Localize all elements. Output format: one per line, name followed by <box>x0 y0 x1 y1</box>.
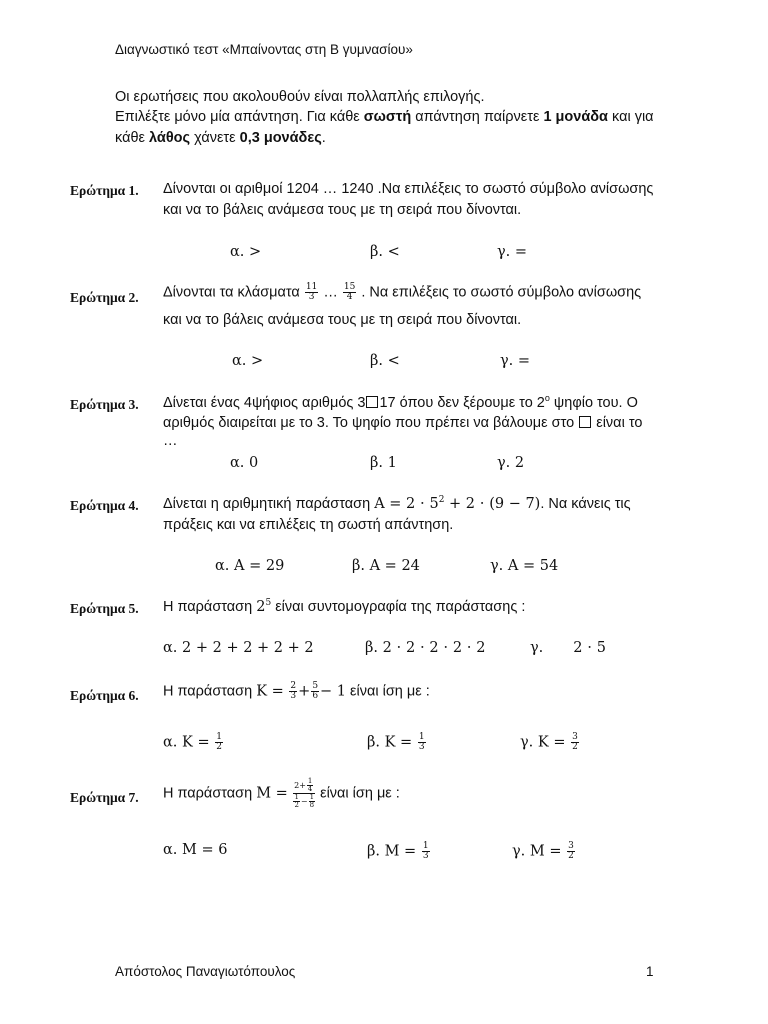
fraction-1-8 <box>309 794 315 809</box>
question-3-text: Δίνεται ένας 4ψήφιος αριθμός 3 <box>163 395 366 411</box>
fraction-denominator: 4 <box>307 785 313 793</box>
option-text: β. Κ = <box>367 734 417 751</box>
exponent: 2 <box>438 495 445 505</box>
fraction-denominator: 4 <box>346 292 353 302</box>
option-expression: 2 ⋅ 5 <box>573 640 606 656</box>
question-2-text: . Να επιλέξεις το σωστό σύμβολο ανίσωσης <box>357 284 642 301</box>
question-3-text: αριθμός διαιρείται με το 3. Το ψηφίο που πρέπει να βάλουμε στο <box>163 415 579 431</box>
fraction-numerator: 1 <box>294 793 299 801</box>
power-expression <box>256 599 271 615</box>
option-text: α. Κ = <box>163 734 215 751</box>
fraction-denominator: 3 <box>308 292 315 302</box>
plus-sign: + <box>298 683 311 700</box>
fraction-denominator: 2 <box>572 742 578 752</box>
intro-text: χάνετε <box>190 130 240 146</box>
question-4-text-line-2: πράξεις και να επιλέξεις τη σωστή απάντηση. <box>163 517 454 533</box>
fraction-1-2 <box>293 794 299 809</box>
expression-k: Κ = <box>256 683 289 700</box>
question-4-text: . Να κάνεις τις <box>540 496 631 512</box>
intro-bold-wrong: λάθος <box>149 130 191 146</box>
power-base: 2 <box>256 599 266 615</box>
complex-fraction <box>292 778 316 809</box>
fraction-denominator: 3 <box>418 742 425 752</box>
fraction-1-2 <box>215 733 223 752</box>
fraction-3-2 <box>571 733 579 752</box>
fraction-2-3 <box>289 682 297 701</box>
question-7-label: Ερώτημα 7. <box>70 790 139 805</box>
question-6-option-a[interactable] <box>163 733 224 752</box>
intro-line-1: Οι ερωτήσεις που ακολουθούν είναι πολλαπλής επιλογής. <box>115 89 485 105</box>
fraction-1-3 <box>418 733 426 752</box>
fraction-numerator: 3 <box>568 841 574 851</box>
question-3-text-line-3: … <box>163 433 178 449</box>
question-4-option-b[interactable]: β. Α = 24 <box>352 558 420 574</box>
question-4-option-c[interactable]: γ. Α = 54 <box>490 558 559 574</box>
intro-text: και για <box>607 109 654 125</box>
intro-bold-correct: σωστή <box>363 109 412 125</box>
complex-numerator <box>293 778 315 794</box>
fraction-5-6 <box>311 682 319 701</box>
question-6-label: Ερώτημα 6. <box>70 688 139 703</box>
question-2-label: Ερώτημα 2. <box>70 290 139 305</box>
minus-sign: − <box>300 796 308 806</box>
fraction-denominator: 3 <box>422 851 429 861</box>
question-6-text-part: Η παράσταση <box>163 683 257 700</box>
question-3-text: ψηφίο του. Ο <box>549 395 638 411</box>
question-3-option-a[interactable]: α. 0 <box>230 455 259 471</box>
question-4-label: Ερώτημα 4. <box>70 498 139 513</box>
question-7-text-part: είναι ίση με : <box>316 785 400 802</box>
ordinal-superscript: ο <box>544 393 550 403</box>
question-5-label: Ερώτημα 5. <box>70 601 139 616</box>
document-header: Διαγνωστικό τεστ «Μπαίνοντας στη Β γυμνασίου» <box>115 42 413 57</box>
fraction-1-3 <box>422 842 430 861</box>
minus-one: − 1 <box>320 683 347 700</box>
question-5-option-b[interactable]: β. 2 ⋅ 2 ⋅ 2 ⋅ 2 ⋅ 2 <box>365 640 486 656</box>
empty-digit-box <box>366 396 378 408</box>
intro-bold-point: 1 μονάδα <box>543 109 608 125</box>
option-label: γ. <box>530 640 544 656</box>
fraction-denominator: 2 <box>568 851 574 861</box>
question-1-option-c[interactable]: γ. = <box>497 244 528 260</box>
question-5-text-part: Η παράσταση <box>163 599 257 615</box>
question-2-text-line-1 <box>163 283 641 302</box>
fraction-numerator: 1 <box>422 841 429 851</box>
question-7-text-part: Η παράσταση <box>163 785 257 802</box>
question-7-option-c[interactable] <box>512 842 576 861</box>
question-4-option-a[interactable]: α. Α = 29 <box>215 558 285 574</box>
question-5-option-a[interactable]: α. 2 + 2 + 2 + 2 + 2 <box>163 640 314 656</box>
question-1-label: Ερώτημα 1. <box>70 183 139 198</box>
question-1-text-line-2: και να το βάλεις ανάμεσα τους με τη σειρά που δίνονται. <box>163 202 522 218</box>
question-3-option-c[interactable]: γ. 2 <box>497 455 525 471</box>
fraction-numerator: 1 <box>418 732 425 742</box>
fraction-numerator: 2 <box>290 681 297 691</box>
question-2-option-b[interactable]: β. < <box>370 353 400 369</box>
power-exponent: 5 <box>265 598 272 608</box>
question-7-text <box>163 778 400 809</box>
question-3-text-line-1 <box>163 395 638 411</box>
intro-text: Επιλέξτε μόνο μία απάντηση. Για κάθε <box>115 109 364 125</box>
question-6-option-b[interactable] <box>367 733 427 752</box>
expression-a <box>374 496 540 512</box>
intro-text: κάθε <box>115 130 150 146</box>
question-7-option-b[interactable] <box>367 842 431 861</box>
fraction-numerator: 3 <box>572 732 578 742</box>
numerator-text: 2+ <box>294 780 306 790</box>
fraction-denominator: 8 <box>309 801 315 809</box>
option-text: γ. Μ = <box>512 843 567 860</box>
question-5-text <box>163 599 525 615</box>
question-3-text: είναι το <box>592 415 643 431</box>
fraction-1-4 <box>307 778 313 793</box>
expression-part: Α = 2 ⋅ 5 <box>374 496 439 512</box>
question-6-text <box>163 682 430 701</box>
empty-digit-box <box>579 416 591 428</box>
question-2-dots: … <box>319 284 342 301</box>
intro-text: απάντηση παίρνετε <box>411 109 544 125</box>
fraction-numerator: 1 <box>216 732 222 742</box>
footer-author: Απόστολος Παναγιωτόπουλος <box>115 964 296 979</box>
expression-part: + 2 ⋅ (9 − 7) <box>444 496 541 512</box>
fraction-numerator: 15 <box>343 282 356 292</box>
question-4-text-line-1 <box>163 496 631 512</box>
question-3-option-b[interactable]: β. 1 <box>370 455 397 471</box>
option-text: β. Μ = <box>367 843 421 860</box>
intro-bold-penalty: 0,3 μονάδες <box>239 130 322 146</box>
question-2-text-line-2: και να το βάλεις ανάμεσα τους με τη σειρά που δίνονται. <box>163 312 522 328</box>
question-1-option-b[interactable]: β. < <box>370 244 400 260</box>
question-1-text-line-1: Δίνονται οι αριθμοί 1204 … 1240 .Να επιλέξεις το σωστό σύμβολο ανίσωσης <box>163 181 654 197</box>
complex-denominator <box>292 794 316 809</box>
question-3-text: 17 όπου δεν ξέρουμε το 2 <box>379 395 545 411</box>
fraction-denominator: 2 <box>294 801 299 809</box>
question-5-option-c[interactable] <box>530 640 606 656</box>
question-7-option-a[interactable]: α. Μ = 6 <box>163 842 228 858</box>
fraction-15-4 <box>343 283 356 302</box>
fraction-3-2 <box>567 842 575 861</box>
question-6-text-part: είναι ίση με : <box>346 683 430 700</box>
intro-line-3 <box>115 130 326 146</box>
fraction-denominator: 6 <box>312 691 319 701</box>
intro-text: . <box>321 130 326 146</box>
question-2-option-c[interactable]: γ. = <box>500 353 531 369</box>
page-number: 1 <box>646 964 654 979</box>
question-2-text: Δίνονται τα κλάσματα <box>163 284 304 301</box>
question-3-text-line-2 <box>163 415 642 431</box>
option-text: γ. Κ = <box>520 734 571 751</box>
fraction-11-3 <box>305 283 318 302</box>
fraction-numerator: 1 <box>307 777 313 785</box>
question-1-option-a[interactable]: α. > <box>230 244 262 260</box>
question-4-text: Δίνεται η αριθμητική παράσταση <box>163 496 375 512</box>
question-3-label: Ερώτημα 3. <box>70 397 139 412</box>
question-6-option-c[interactable] <box>520 733 580 752</box>
expression-m: Μ = <box>256 785 293 802</box>
fraction-numerator: 1 <box>309 793 315 801</box>
question-2-option-a[interactable]: α. > <box>232 353 264 369</box>
fraction-denominator: 2 <box>216 742 222 752</box>
question-5-text-part: είναι συντομογραφία της παράστασης : <box>271 599 526 615</box>
intro-line-2 <box>115 109 654 125</box>
fraction-denominator: 3 <box>290 691 297 701</box>
fraction-numerator: 5 <box>312 681 319 691</box>
fraction-numerator: 11 <box>305 282 318 292</box>
